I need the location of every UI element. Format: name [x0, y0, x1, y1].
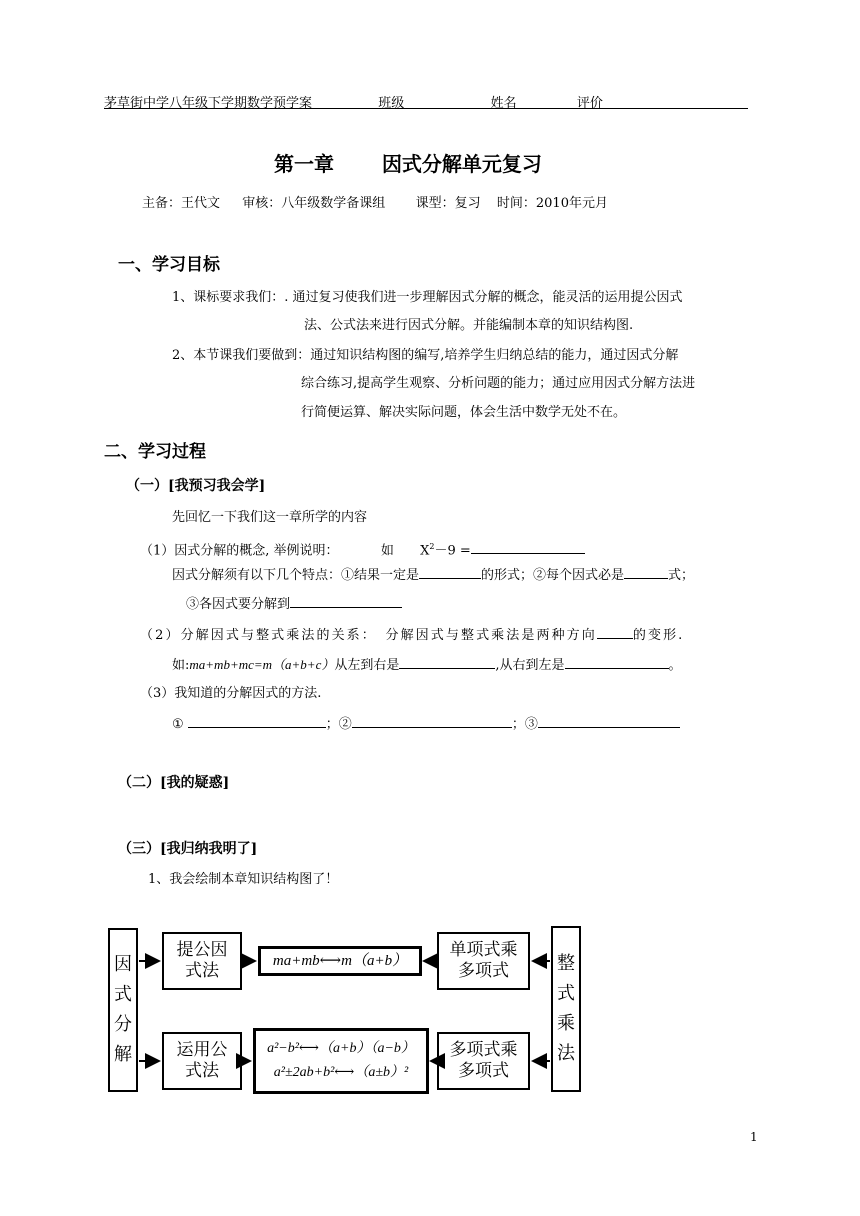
formula-method-line-1: 运用公: [176, 1040, 228, 1060]
chapter-label: 第一章: [274, 152, 334, 176]
left-char: 式: [114, 984, 132, 1005]
question-1-label: （1）因式分解的概念, 举例说明：: [140, 543, 339, 559]
objective-1-line-1: 1、课标要求我们：. 通过复习使我们进一步理解因式分解的概念，能灵活的运用提公因式: [172, 290, 683, 305]
meta-type: 课型：复习: [415, 196, 481, 211]
meta-author: 主备：王代文: [142, 196, 221, 211]
name-label: 姓名: [490, 96, 517, 111]
difference-of-squares-formula: a²−b²⟷（a+b）（a−b）: [267, 1041, 415, 1056]
method-3-marker: ；③: [511, 717, 538, 732]
page-number: 1: [750, 1130, 758, 1144]
question-1-var: X: [420, 543, 430, 559]
q2-text-e: ,从右到左是: [495, 658, 565, 673]
objective-2-line-2: 综合练习,提高学生观察、分析问题的能力；通过应用因式分解方法进: [301, 376, 696, 391]
meta-reviewer: 审核：八年级数学备课组: [242, 196, 386, 211]
left-char: 因: [114, 954, 132, 975]
left-char: 解: [114, 1044, 132, 1065]
part-3-item-1: 1、我会绘制本章知识结构图了！: [148, 872, 339, 887]
right-char: 式: [557, 983, 575, 1004]
q2-text-f: 。: [668, 658, 682, 673]
question-3-label: （3）我知道的分解因式的方法.: [140, 686, 322, 701]
features-text-b: 的形式；②每个因式必是: [481, 568, 625, 583]
section-1-heading: 一、学习目标: [118, 255, 220, 275]
left-char: 分: [114, 1014, 132, 1035]
q2-text-a: （2）分解因式与整式乘法的关系： 分解因式与整式乘法是两种方向: [140, 628, 597, 643]
factor-out-line-2: 式法: [185, 961, 219, 981]
question-1-rest: －9 =: [434, 543, 471, 559]
section-2-heading: 二、学习过程: [104, 442, 206, 462]
perfect-square-formula: a²±2ab+b²⟷（a±b）²: [273, 1065, 409, 1080]
question-1-exp: 2: [429, 542, 435, 551]
meta-time: 时间：2010年元月: [496, 196, 608, 211]
part-3-heading: （三）[我归纳我明了]: [118, 841, 258, 857]
mono-line-2: 多项式: [458, 961, 509, 981]
right-char: 法: [557, 1043, 575, 1064]
formula-method-line-2: 式法: [185, 1061, 219, 1081]
q2-formula: ma+mb+mc=m（a+b+c）: [189, 657, 335, 672]
objective-1-line-2: 法、公式法来进行因式分解。并能编制本章的知识结构图.: [304, 318, 634, 333]
q2-text-b: 的变形.: [632, 628, 685, 643]
part-1-intro: 先回忆一下我们这一章所学的内容: [172, 510, 368, 525]
chapter-name: 因式分解单元复习: [381, 152, 542, 176]
features-text-c: 式；: [668, 568, 695, 583]
objective-2-line-1: 2、本节课我们要做到：通过知识结构图的编写,培养学生归纳总结的能力，通过因式分解: [172, 348, 679, 363]
poly-line-1: 多项式乘: [449, 1040, 518, 1060]
right-char: 乘: [557, 1013, 575, 1034]
features-text-a: 因式分解须有以下几个特点：①结果一定是: [172, 568, 420, 583]
factor-out-line-1: 提公因: [176, 940, 228, 960]
class-label: 班级: [378, 96, 405, 111]
method-1-marker: ①: [172, 717, 184, 732]
q2-text-c: 如:: [172, 658, 190, 673]
top-formula-box: ma+mb⟷m（a+b）: [258, 946, 422, 976]
right-char: 整: [557, 953, 575, 974]
objective-2-line-3: 行简便运算、解决实际问题，体会生活中数学无处不在。: [301, 405, 627, 420]
school-title: 茅草街中学八年级下学期数学预学案: [104, 96, 313, 111]
question-1-example-prefix: 如: [380, 543, 394, 559]
eval-label: 评价: [576, 96, 603, 111]
mono-line-1: 单项式乘: [449, 940, 518, 960]
poly-line-2: 多项式: [458, 1061, 509, 1081]
q2-text-d: 从左到右是: [334, 658, 400, 673]
method-2-marker: ；②: [325, 717, 352, 732]
features-text-d: ③各因式要分解到: [186, 597, 291, 612]
part-1-heading: （一）[我预习我会学]: [126, 478, 266, 494]
part-2-heading: （二）[我的疑惑]: [118, 775, 230, 791]
